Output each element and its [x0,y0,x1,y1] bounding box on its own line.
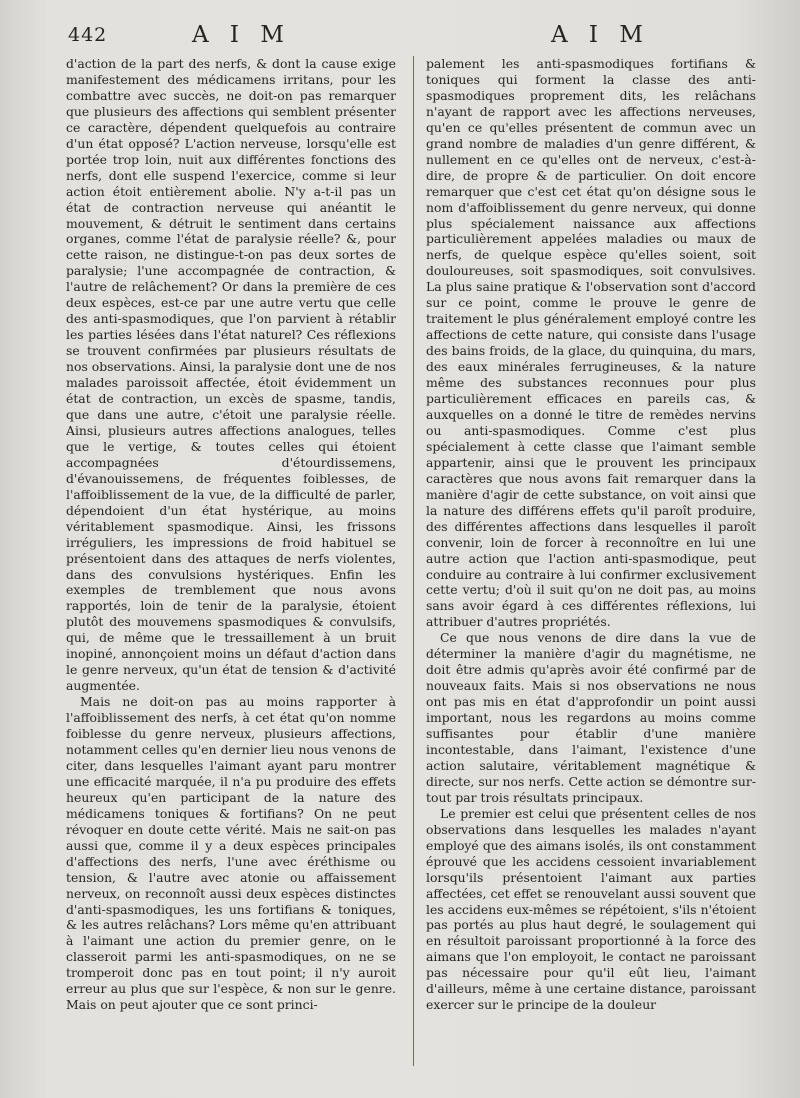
paragraph: palement les anti-spasmodiques fortifians & toniques qui forment la classe des anti-spasmodiques proprement dits, les relâchans n'ayant de rapport avec les affections nerveuses, qu'en ce qu'elles présentent de commun avec un grand nombre de maladies d'un genre différent, & nullement en ce qu'elles ont de nerveux, c'est-à-dire, de propre & de particulier. On doit encore remarquer que c'est cet état qu'on désigne sous le nom d'affoiblissement du genre nerveux, qui donne plus spécialement naissance aux affections particulièrement appelées maladies ou maux de nerfs, de quelque espèce qu'elles soient, soit douloureuses, soit spasmodiques, soit convulsives. La plus saine pratique & l'observation sont d'accord sur ce point, comme le prouve le genre de traitement le plus généralement employé contre les affections de cette nature, qui consiste dans l'usage des bains froids, de la glace, du quinquina, du mars, des eaux minérales ferrugineuses, & la nature même des substances reconnues pour plus particulièrement efficaces en pareils cas, & auxquelles on a donné le titre de remèdes nervins ou anti-spasmodiques. Comme c'est plus spécialement à cette classe que l'aimant semble appartenir, ainsi que le prouvent les principaux caractères que nous avons fait remarquer dans la manière d'agir de cette substance, on voit ainsi que la nature des différens effets qu'il paroît produire, des différentes affections dans lesquelles il paroît convenir, loin de forcer à reconnoître en lui une autre action que l'action anti-spasmodique, peut conduire au contraire à lui confirmer exclusivement cette vertu; d'où il suit qu'on ne doit pas, au moins sans avoir égard à ces différentes réflexions, lui attribuer d'autres propriétés. [426,56,756,630]
page-header [0,22,800,52]
page-number: 442 [68,24,108,46]
paragraph: Mais ne doit-on pas au moins rapporter à l'affoiblissement des nerfs, à cet état qu'on nomme foiblesse du genre nerveux, plusieurs affections, notamment celles qu'en dernier lieu nous venons de citer, dans lesquelles l'aimant ayant paru montrer une efficacité marquée, il n'a pu produire des effets heureux qu'en participant de la nature des médicamens toniques & fortifians? On ne peut révoquer en doute cette vérité. Mais ne sait-on pas aussi que, comme il y a deux espèces principales d'affections des nerfs, l'une avec éréthisme ou tension, & l'autre avec atonie ou affaissement nerveux, on reconnoît aussi deux espèces distinctes d'anti-spasmodiques, les uns fortifians & toniques, & les autres relâchans? Lors même qu'en attribuant à l'aimant une action du premier genre, on le classeroit parmi les anti-spasmodiques, on ne se tromperoit donc pas en tout point; il n'y auroit erreur au plus que sur l'espèce, & non sur le genre. Mais on peut ajouter que ce sont princi- [66,694,396,1013]
left-column [66,56,396,1086]
right-column [426,56,756,1086]
column-divider [413,56,414,1066]
paragraph: d'action de la part des nerfs, & dont la cause exige manifestement des médicamens irritans, pour les combattre avec succès, ne doit-on pas remarquer que plusieurs des affections qui semblent présenter ce caractère, dépendent quelquefois au contraire d'un état opposé? L'action nerveuse, lorsqu'elle est portée trop loin, nuit aux différentes fonctions des nerfs, dont elle suspend l'exercice, comme si leur action étoit entièrement abolie. N'y a-t-il pas un état de contraction nerveuse qui anéantit le mouvement, & détruit le sentiment dans certains organes, comme l'état de paralysie réelle? &, pour cette raison, ne distingue-t-on pas deux sortes de paralysie; l'une accompagnée de contraction, & l'autre de relâchement? Or dans la première de ces deux espèces, est-ce par une autre vertu que celle des anti-spasmodiques, que l'on parvient à rétablir les parties lésées dans l'état naturel? Ces réflexions se trouvent confirmées par plusieurs résultats de nos observations. Ainsi, la paralysie dont une de nos malades paroissoit affectée, étoit évidemment un état de contraction, un excès de spasme, tandis, que dans une autre, c'étoit une paralysie réelle. Ainsi, plusieurs autres affections analogues, telles que le vertige, & toutes celles qui étoient accompagnées d'étourdissemens, d'évanouissemens, de fréquentes foiblesses, de l'affoiblissement de la vue, de la difficulté de parler, dépendoient d'un état hystérique, au moins véritablement spasmodique. Ainsi, les frissons irréguliers, les impressions de froid habituel se présentoient dans des attaques de nerfs violentes, dans des convulsions hystériques. Enfin les exemples de tremblement que nous avons rapportés, loin de tenir de la paralysie, étoient plutôt des mouvemens spasmodiques & convulsifs, qui, de même que le tressaillement à un bruit inopiné, annonçoient moins un défaut d'action dans le genre nerveux, qu'un état de tension & d'activité augmentée. [66,56,396,694]
running-head-left: A I M [192,22,291,48]
paragraph: Le premier est celui que présentent celles de nos observations dans lesquelles les malades n'ayant employé que des aimans isolés, ils ont constamment éprouvé que les accidens cessoient invariablement lorsqu'ils présentoient l'aimant aux parties affectées, cet effet se renouvelant aussi souvent que les accidens eux-mêmes se répétoient, s'ils n'étoient pas portés au plus haut degré, le soulagement qui en résultoit paroissant proportionné à la force des aimans que l'on employoit, le contact ne paroissant pas nécessaire pour qu'il eût lieu, l'aimant d'ailleurs, même à une certaine distance, paroissant exercer sur le principe de la douleur [426,805,756,1013]
running-head-right: A I M [551,22,650,48]
paragraph: Ce que nous venons de dire dans la vue de déterminer la manière d'agir du magnétisme, ne doit être admis qu'après avoir été confirmé par de nouveaux faits. Mais si nos observations ne nous ont pas mis en état d'approfondir un point aussi important, nous les regardons au moins comme suffisantes pour établir d'une manière incontestable, dans l'aimant, l'existence d'une action salutaire, véritablement magnétique & directe, sur nos nerfs. Cette action se démontre sur-tout par trois résultats principaux. [426,630,756,805]
